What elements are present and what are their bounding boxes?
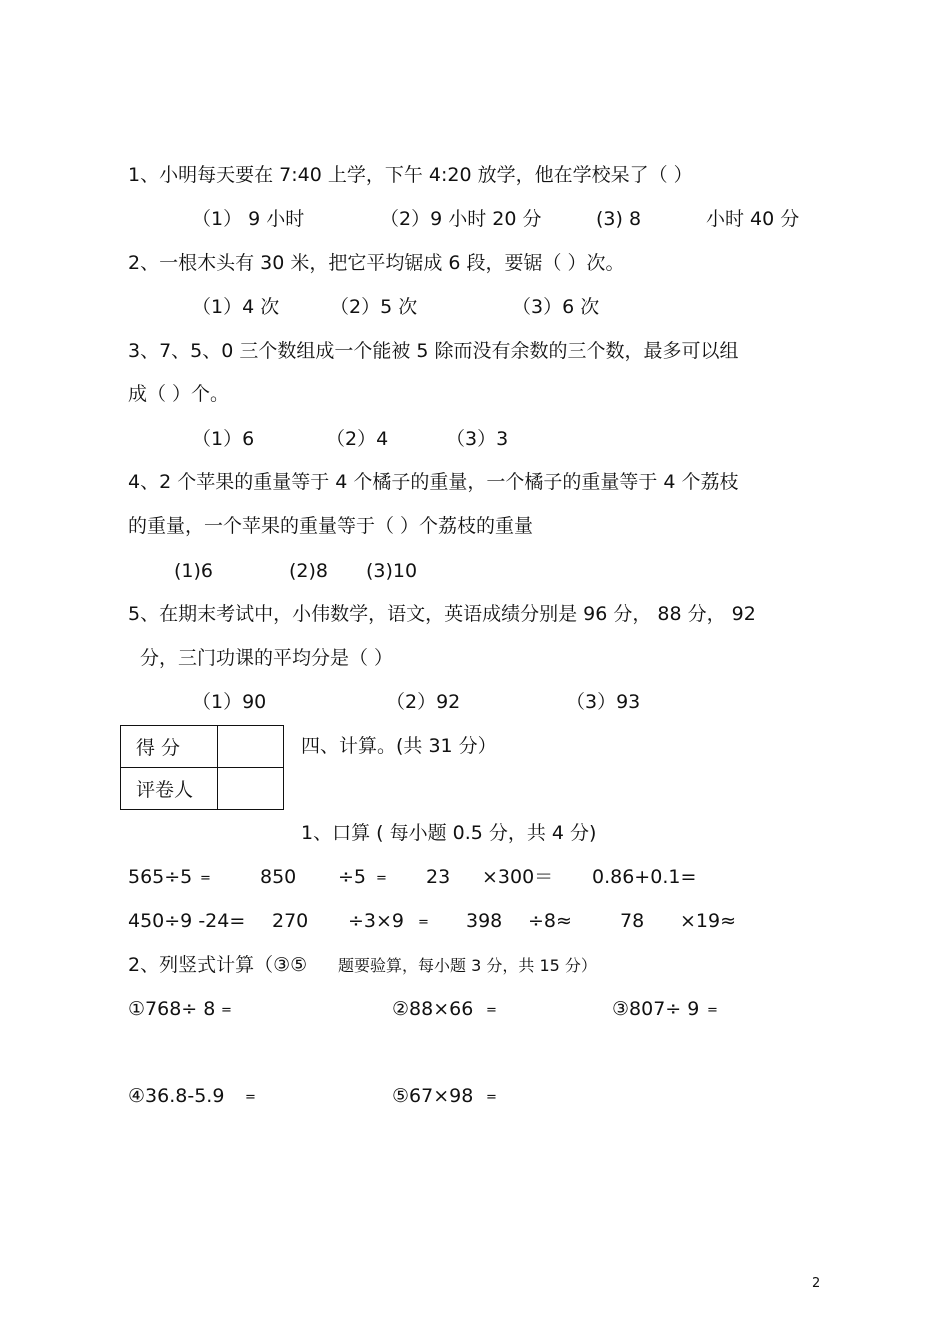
question-3-stem-line-2: 成（ ）个。 <box>128 383 230 405</box>
vertical-calc-2: ②88×66 <box>392 998 474 1020</box>
vertical-calc-heading: 2、列竖式计算（③⑤ <box>128 954 308 976</box>
vertical-calc-3: ③807÷ 9 <box>612 998 700 1020</box>
question-4-stem-line-2: 的重量，一个苹果的重量等于（ ）个荔枝的重量 <box>128 515 534 537</box>
question-5-stem-line-2: 分，三门功课的平均分是（ ） <box>140 647 394 669</box>
question-1-option-1: （1） 9 小时 <box>192 208 305 230</box>
vertical-calc-3-eq: = <box>707 1003 718 1018</box>
mental-math-8-b: ×19≈ <box>680 910 737 932</box>
vertical-calc-2-eq: = <box>486 1003 497 1018</box>
mental-math-7-b: ÷8≈ <box>528 910 572 932</box>
question-5-option-3: （3）93 <box>566 691 641 713</box>
score-table <box>120 725 284 810</box>
question-3-stem-line-1: 3、7、5、0 三个数组成一个能被 5 除而没有余数的三个数，最多可以组 <box>128 340 739 362</box>
mental-math-2-eq: = <box>376 871 387 886</box>
mental-math-1-expr: 565÷5 <box>128 866 193 888</box>
question-4-stem-line-1: 4、2 个苹果的重量等于 4 个橘子的重量，一个橘子的重量等于 4 个荔枝 <box>128 471 739 493</box>
question-2-option-3: （3）6 次 <box>512 296 600 318</box>
question-4-option-2: (2)8 <box>289 560 329 582</box>
mental-math-6-a: 270 <box>272 910 309 932</box>
vertical-calc-heading-note: 题要验算，每小题 3 分，共 15 分） <box>338 956 597 975</box>
vertical-calc-1: ①768÷ 8 <box>128 998 216 1020</box>
page-number: 2 <box>812 1276 821 1291</box>
question-1-option-3b: 小时 40 分 <box>706 208 800 230</box>
question-3-option-2: （2）4 <box>326 428 389 450</box>
vertical-calc-4: ④36.8-5.9 <box>128 1085 225 1107</box>
question-2-option-1: （1）4 次 <box>192 296 280 318</box>
question-3-option-3: （3）3 <box>446 428 509 450</box>
grader-cell[interactable] <box>218 768 284 810</box>
question-1-option-3a: (3) 8 <box>596 208 642 230</box>
mental-math-3-a: 23 <box>426 866 451 888</box>
question-2-option-2: （2）5 次 <box>330 296 418 318</box>
mental-math-1-eq: = <box>200 871 211 886</box>
mental-math-5: 450÷9 -24= <box>128 910 246 932</box>
mental-math-6-eq: = <box>418 915 429 930</box>
mental-math-7-a: 398 <box>466 910 503 932</box>
mental-math-3-b: ×300＝ <box>482 866 554 888</box>
score-label: 得 分 <box>121 726 218 768</box>
mental-math-heading: 1、口算 ( 每小题 0.5 分，共 4 分) <box>301 822 597 844</box>
vertical-calc-5: ⑤67×98 <box>392 1085 474 1107</box>
mental-math-8-a: 78 <box>620 910 645 932</box>
section-4-title: 四、计算。(共 31 分） <box>301 735 497 757</box>
mental-math-2-b: ÷5 <box>338 866 367 888</box>
vertical-calc-5-eq: = <box>486 1090 497 1105</box>
question-3-option-1: （1）6 <box>192 428 255 450</box>
mental-math-6-b: ÷3×9 <box>348 910 405 932</box>
score-cell[interactable] <box>218 726 284 768</box>
question-1-option-2: （2）9 小时 20 分 <box>380 208 542 230</box>
mental-math-4: 0.86+0.1= <box>592 866 697 888</box>
question-4-option-1: (1)6 <box>174 560 214 582</box>
question-5-option-1: （1）90 <box>192 691 267 713</box>
question-1-stem: 1、小明每天要在 7:40 上学，下午 4:20 放学，他在学校呆了（ ） <box>128 164 693 186</box>
grader-label: 评卷人 <box>121 768 218 810</box>
question-4-option-3: (3)10 <box>366 560 418 582</box>
question-5-stem-line-1: 5、在期末考试中，小伟数学，语文，英语成绩分别是 96 分， 88 分， 92 <box>128 603 756 625</box>
mental-math-2-a: 850 <box>260 866 297 888</box>
vertical-calc-4-eq: = <box>245 1090 256 1105</box>
question-5-option-2: （2）92 <box>386 691 461 713</box>
vertical-calc-1-eq: = <box>221 1003 232 1018</box>
question-2-stem: 2、一根木头有 30 米，把它平均锯成 6 段，要锯（ ）次。 <box>128 252 625 274</box>
